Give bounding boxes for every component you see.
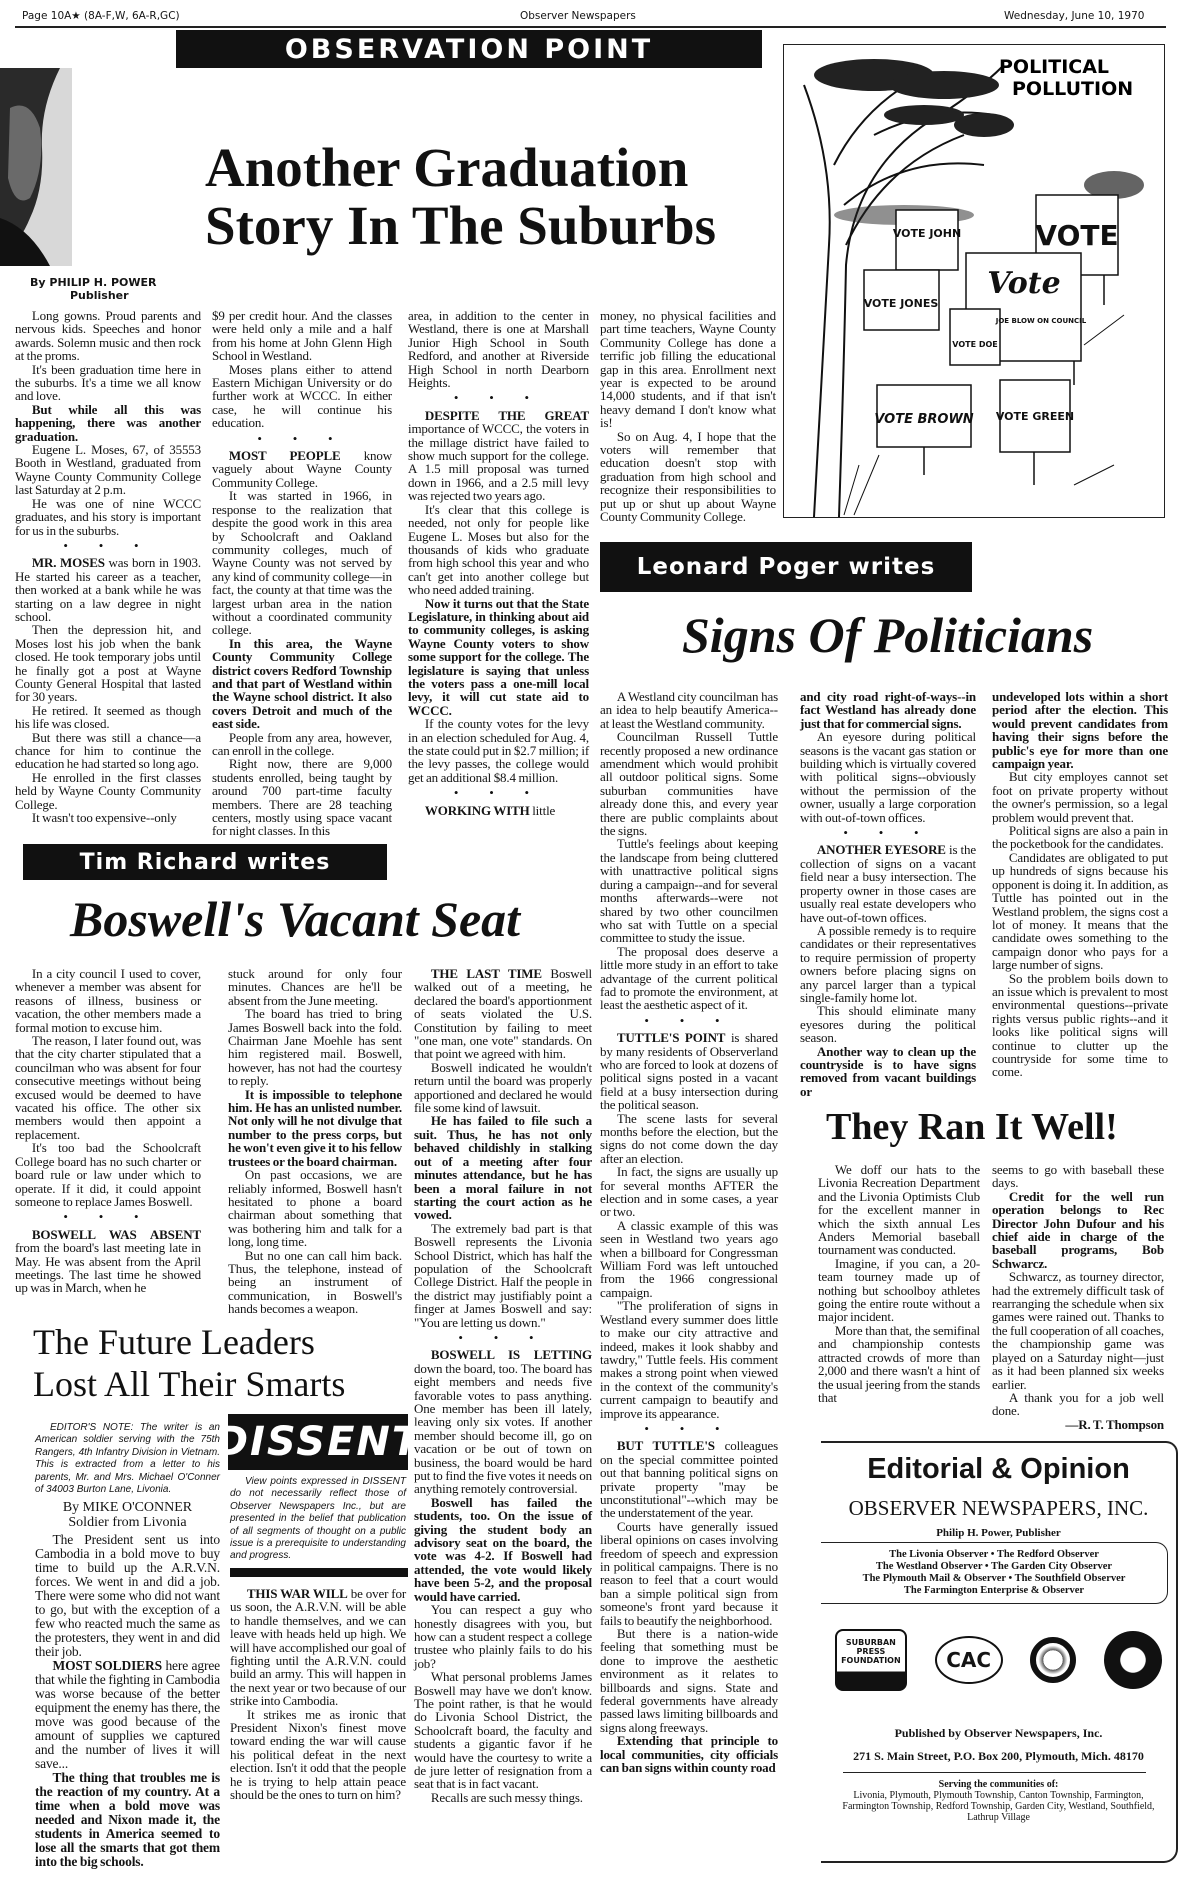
editorial-heading: Editorial & Opinion <box>867 1453 1130 1485</box>
paragraph-text: It wasn't too expensive--only <box>31 810 177 826</box>
paragraph-text: Tuttle's feelings about keeping the landscape from being cluttered with unattractive political signs during a campaign--and for several months afterwards--were not shared by two other councilmen who sat with Tuttle on a special committee to study the issue. <box>600 836 778 946</box>
sign-label: VOTE BROWN <box>874 412 974 427</box>
sign-label: JOE BLOW ON COUNCIL <box>995 317 1087 325</box>
section-divider <box>600 1422 778 1435</box>
paragraph-text: The President sent us into Cambodia in a bold move to buy time to build up the A.R.V.N. forces. We went in and did a job. There were some who did not want to go, but with the exception of a few who reacted much the same as the protesters, they went in and did their job. <box>35 1532 220 1659</box>
paragraph <box>15 309 201 363</box>
paragraph-text: down the board, too. The board has eight members and needs five favorable votes to pass anything. One member has been ill lately, leaving only six votes. If another member should become ill, go on vacation or be out of town on business, the board would be hard put to find the five votes it needs on anything remotely controversial. <box>414 1360 592 1497</box>
article-column <box>600 690 778 1775</box>
paragraph-text: The scene lasts for several months before the election, but the signs do not come down the day after an election. <box>600 1110 778 1166</box>
paragraph <box>228 1088 402 1168</box>
paragraph <box>600 1031 778 1111</box>
paragraph <box>408 597 589 718</box>
paragraph-text: He enrolled in the first classes held by Wayne County Community College. <box>15 769 201 812</box>
paragraph-text: In fact, the signs are usually up for several months AFTER the election and in some cases, a year or two. <box>600 1164 778 1220</box>
page-number: Page 10A★ (8A-F,W, 6A-R,GC) <box>22 10 180 22</box>
paragraph-text: If the county votes for the levy in an election scheduled for Aug. 4, the state could put in $2.7 million; if the levy passes, the college would get an additional $8.4 million. <box>408 716 589 785</box>
paragraph <box>212 449 392 489</box>
paragraph-text: • • • <box>453 785 544 801</box>
paragraph <box>414 1348 592 1495</box>
paragraph-text: undeveloped lots within a short period after the election. This would prevent candidates from having their signs before the public's eye for more than one campaign year. <box>992 689 1168 772</box>
national-newspaper-association-seal <box>1104 1631 1162 1689</box>
paragraph <box>228 967 402 1007</box>
paragraph-text: here agree that while the fighting in Cambodia was worse because of the better equipment the enemy has there, the move was good because of the amount of supplies we captured and the number of lives it will save... <box>35 1658 220 1771</box>
paragraph <box>414 1603 592 1670</box>
header-rule <box>15 26 1166 28</box>
paragraph-text: Long gowns. Proud parents and nervous kids. Speeches and honor awards. Solemn music and then rock at the proms. <box>15 308 201 364</box>
paragraph <box>800 730 976 824</box>
suburban-press-foundation-logo: SUBURBAN PRESS FOUNDATION <box>835 1629 907 1691</box>
lead-in: DESPITE THE GREAT <box>424 407 589 423</box>
paragraph-text: know vaguely about Wayne County Community College. <box>212 448 392 490</box>
paragraph-text: • • • <box>458 1329 548 1345</box>
paragraph-text: • • • <box>453 390 544 406</box>
lead-in: MOST SOLDIERS <box>52 1658 162 1673</box>
paragraph-text: Then the depression hit, and Moses lost his job when the bank closed. He took temporary jobs until he finally got a post at Wayne County General Hospital that lasted for 30 years. <box>15 622 201 705</box>
section-divider <box>15 539 201 552</box>
paragraph <box>992 770 1168 824</box>
paragraph <box>992 1270 1164 1391</box>
lead-in: MOST PEOPLE <box>228 448 341 464</box>
paragraph <box>992 1391 1164 1418</box>
paragraph <box>600 1219 778 1299</box>
paragraph <box>600 430 776 524</box>
paragraph-text: The extremely bad part is that Boswell represents the Livonia School District, which has half the population of the Schoolcraft College District. Half the people in the district may justifiably point a finger at James Boswell and say: "You are letting us down." <box>414 1220 592 1330</box>
paragraph-text: But city employes cannot set foot on private property without the owner's permission, so a legal problem would prevent that. <box>992 769 1168 825</box>
article-column <box>228 967 402 1316</box>
paragraph-text: He has failed to file such a suit. Thus, he has not only behaved childishly in stalking out of a meeting after four minutes attendance, but he has been a moral failure in not starting the court action as he vowed. <box>414 1113 592 1223</box>
paragraph <box>35 1771 220 1869</box>
paragraph <box>15 623 201 703</box>
paragraph <box>15 1228 201 1295</box>
paragraph <box>228 1168 402 1248</box>
paragraph-text: • • • <box>63 1209 153 1225</box>
paragraph-text: In this area, the Wayne County Community College district covers Redford Township and that part of Westland within the Wayne school district. It also covers Detroit and much of the east side. <box>212 635 392 732</box>
headline-signs-of-politicians: Signs Of Politicians <box>682 607 1094 663</box>
paragraph-text: It strikes me as ironic that President Nixon's finest move toward ending the war will cause his political defeat in the next election. Isn't it odd that the people he is trying to help attain peace should be the ones to turn on him? <box>230 1706 406 1803</box>
sign-label: VOTE GREEN <box>995 410 1075 423</box>
paragraph <box>228 1007 402 1087</box>
paragraph <box>800 924 976 1004</box>
paper-name: The Westland Observer • The Garden City Observer <box>875 1561 1113 1572</box>
paragraph <box>992 824 1168 851</box>
author-photo <box>0 68 72 266</box>
paper-name: The Farmington Enterprise & Observer <box>903 1585 1085 1596</box>
paragraph <box>212 757 392 837</box>
paragraph-text: Another way to clean up the countryside is to have signs removed from vacant buildings or <box>800 1043 976 1099</box>
paragraph-text: What personal problems James Boswell may have we don't know. The point rather, is that he would do Livonia School District, the Schoolcraft board, the faculty and students a gigantic favor if he would have the courtesy to write a de jure letter of resignation from a seat that is in fact vacant. <box>414 1669 592 1792</box>
paragraph <box>992 1163 1164 1190</box>
article-column <box>992 690 1168 1079</box>
paragraph-text: Political signs are also a pain in the pocketbook for the candidates. <box>992 823 1168 852</box>
article-column <box>15 309 201 824</box>
paragraph-text: area, in addition to the center in Westland, there is one at Marshall Junior High School in South Redford, and another at Riverside High School in north Dearborn Heights. <box>408 308 589 391</box>
paragraph-text: This should eliminate many eyesores during the political season. <box>800 1003 976 1046</box>
paragraph <box>408 309 589 389</box>
paragraph-text: be over for us soon, the A.R.V.N. will be able to handle themselves, and we can leave with heads held up high. We will have accomplished our goal of fighting until the A.R.V.N. could build an army. This will happen in the next year or two because of our strike into Cambodia. <box>230 1586 407 1709</box>
paragraph-text: A thank you for a job well done. <box>992 1389 1164 1419</box>
headline-they-ran-it-well: They Ran It Well! <box>826 1106 1118 1148</box>
paragraph <box>600 945 778 1012</box>
article-column <box>818 1163 980 1404</box>
cartoon-title-2: POLLUTION <box>1012 78 1134 100</box>
section-divider <box>600 1014 778 1027</box>
publisher-line: Philip H. Power, Publisher <box>936 1527 1061 1539</box>
paragraph-text: Credit for the well run operation belongs to Rec Director John Dufour and his chief aide in charge of the baseball programs, Bob Schwarcz. <box>992 1188 1164 1271</box>
paragraph <box>15 704 201 731</box>
paragraph-text: • • • <box>644 1420 734 1436</box>
paragraph <box>35 1659 220 1771</box>
paragraph <box>800 1045 976 1099</box>
paragraph <box>600 690 778 730</box>
paragraph-text: Courts have generally issued liberal opinions on cases involving freedom of speech and expression in political campaigns. There is no reason to feel that a court would ban a simple political sign from someone's front yard because it fails to beautify the neighborhood. <box>600 1518 778 1628</box>
paragraph-text: Moses plans either to attend Eastern Michigan University or do further work at WCCC. In either case, he will continue his education. <box>212 361 392 431</box>
paragraph-text: Councilman Russell Tuttle recently proposed a new ordinance amendment which would prohibit all outdoor political signs. Some suburban communities have already done this, and every year there are public complaints about the signs. <box>600 729 778 839</box>
communities-list: Livonia, Plymouth, Plymouth Township, Canton Township, Farmington, Farmington Township, Redford Township, Garden City, Westland, Southfield, Lathrup Village <box>842 1790 1155 1823</box>
cartoon-title-1: POLITICAL <box>999 56 1110 78</box>
paragraph-text: money, no physical facilities and part time teachers, Wayne County Community College has done a terrific job filling the educational gap in this area. Enrollment next year is expected to be around 14,000 students, and if that isn't heavy demand I don't know what is! <box>600 308 776 431</box>
paragraph <box>408 409 589 503</box>
paragraph-text: • • • <box>257 430 347 446</box>
article-column <box>15 967 201 1295</box>
paragraph <box>15 731 201 771</box>
lead-in: THIS WAR WILL <box>246 1586 348 1601</box>
signature <box>992 1418 1164 1431</box>
cac-logo: CAC <box>935 1636 1003 1684</box>
byline-title: Soldier from Livonia <box>68 1515 187 1530</box>
paragraph-text: Extending that principle to local communities, city officials can ban signs within county road <box>600 1733 778 1776</box>
headline-future-leaders-1: The Future Leaders <box>33 1322 315 1362</box>
press-association-seal <box>1030 1637 1076 1683</box>
paragraph-text: was born in 1903. He started his career as a teacher, then worked at a bank while he was starting on a law degree in night school. <box>15 555 201 624</box>
papers-list <box>821 1542 1168 1604</box>
paragraph-text: importance of WCCC, the voters in the millage district have failed to show much support for the college. A 1.5 mill proposal was turned down in 1966, and a 2.5 mill levy was rejected two years ago. <box>408 421 589 504</box>
paragraph <box>15 443 201 497</box>
paragraph-text: An eyesore during political seasons is the vacant gas station or building which is virtually covered with political signs--obviously without the permission of the owner, usually a large corporation with out-of-town offices. <box>800 729 976 825</box>
paragraph-text: A classic example of this was seen in Westland two years ago when a billboard for Congressman William Ford was left untouched from the 1966 congressional campaign. <box>600 1217 778 1300</box>
lead-in: WORKING WITH <box>424 802 530 818</box>
paragraph <box>408 804 589 817</box>
paragraph-text: It's clear that this college is needed, not only for people like Eugene L. Moses but also for the thousands of kids who graduate from high school this year and who can't get into another college but who need added training. <box>408 501 589 598</box>
paragraph-text: Now it turns out that the State Legislature, in thinking about aid to community colleges, is asking Wayne County voters to show some support for the college. The legislature is saying that unless the voters pass a one-mill local levy, it will cut state aid to WCCC. <box>408 595 589 718</box>
paragraph-text: But there was still a chance—a chance for him to continue the education he had started so long ago. <box>15 729 201 772</box>
paragraph <box>408 503 589 597</box>
paragraph <box>15 497 201 537</box>
article-column <box>408 309 589 817</box>
paragraph-text: The board has tried to bring James Boswell back into the fold. Chairman Jane Moehle has sent him registered mail. Boswell, however, has not had the courtesy to reply. <box>228 1006 402 1089</box>
paragraph <box>800 843 976 923</box>
lead-in: MR. MOSES <box>31 555 105 571</box>
dissent-disclaimer: View points expressed in DISSENT do not necessarily reflect those of Observer Newspapers Inc., but are presented in the belief that publication of all segments of thought on a public issue is a prerequisite to understanding and progress. <box>230 1476 406 1562</box>
paragraph-text: It is impossible to telephone him. He has an unlisted number. Not only will he not divulge that number to the press corps, but he won't even give it to his fellow trustees or the board chairman. <box>228 1086 402 1169</box>
paragraph-text: The reason, I later found out, was that the city charter stipulated that a councilman who was absent for four consecutive meetings without being excused would be deemed to have vacated his office. The other six members would then appoint a replacement. <box>15 1033 201 1142</box>
affiliation-logos <box>821 1610 1176 1710</box>
paragraph-text: Recalls are such messy things. <box>430 1789 583 1805</box>
sign-label: VOTE <box>1035 219 1119 252</box>
editors-note: EDITOR'S NOTE: The writer is an American soldier serving with the 75th Rangers, 4th Infantry Division in Vietnam. This is extracted from a letter to his parents, Mr. and Mrs. Michael O'Conner of 34003 Burton Lane, Livonia. <box>35 1422 220 1496</box>
observation-point-banner: OBSERVATION POINT <box>176 30 762 68</box>
paragraph-text: So the problem boils down to an issue which is prevalent to most environmental questions--private rights versus public rights--and it looks like political signs will continue to clutter up the countryside for some time to come. <box>992 970 1168 1080</box>
paragraph-text: • • • <box>63 537 153 553</box>
byline-author: By PHILIP H. POWER <box>30 276 157 289</box>
paragraph-text: The thing that troubles me is the reaction of my country. At a time when a bold move was needed and Nixon made it, the students in America seemed to lose all the smarts that got them into the big schools. <box>35 1770 220 1869</box>
paragraph <box>600 1165 778 1219</box>
article-column <box>600 309 776 524</box>
paragraph-text: Imagine, if you can, a 20-team tourney made up of nothing but schoolboy athletes going the entire route without a major incident. <box>818 1255 980 1325</box>
paragraph <box>600 837 778 944</box>
byline-author: By MIKE O'CONNER <box>62 1500 193 1515</box>
paragraph <box>230 1587 406 1708</box>
paragraph-text: A Westland city councilman has an idea to help beautify America--at least the Westland community. <box>600 689 778 731</box>
paragraph-text: Right now, there are 9,000 students enrolled, being taught by around 700 part-time faculty members. There are 28 teaching centers, mostly using space vacant for night classes. In this <box>212 756 392 839</box>
paragraph-text: We doff our hats to the Livonia Recreation Department and the Livonia Optimists Club for the excellent manner in which the sixth annual Les Anders Memorial baseball tournament was conducted. <box>818 1162 980 1258</box>
paragraph-text: is shared by many residents of Observerland who are forced to look at dozens of political signs posted in a vacant field at a busy intersection during the political season. <box>600 1030 778 1113</box>
paragraph <box>212 731 392 758</box>
paragraph-text: But no one can call him back. Thus, the telephone, instead of being an instrument of communication, in Boswell's hands becomes a weapon. <box>228 1247 402 1317</box>
lead-in: BOSWELL WAS ABSENT <box>31 1226 201 1242</box>
paragraph-text: It's too bad the Schoolcraft College board has no such charter or board rule or law under which to operate. If it did, it could appoint someone to replace James Boswell. <box>15 1140 201 1209</box>
lead-in: TUTTLE'S POINT <box>616 1030 726 1046</box>
paragraph-text: "The proliferation of signs in Westland every summer does little to make our city attractive and indeed, makes it look shabby and tawdry," Tuttle feels. His comment makes a strong point when viewed in the context of the community's current campaign to beautify and improve its appearance. <box>600 1298 778 1421</box>
editorial-masthead-box <box>821 1441 1178 1863</box>
paragraph <box>600 1520 778 1627</box>
sign-label: VOTE JOHN <box>892 227 962 240</box>
paragraph-text: Boswell walked out of a meeting, he declared the board's apportionment of seats violated the U.S. Constitution by failing to meet "one man, one vote" standards. On that point we agreed with him. <box>414 966 592 1062</box>
paragraph <box>800 690 976 730</box>
paragraph <box>992 690 1168 770</box>
paragraph-text: But there is a nation-wide feeling that something must be done to improve the aesthetic environment as it relates to billboards and signs. State and federal governments have already passed laws limiting billboards and signs along freeways. <box>600 1626 778 1735</box>
headline-line-2: Story In The Suburbs <box>205 195 717 256</box>
paragraph-text: is the collection of signs on a vacant field near a busy intersection. The property owner in those cases are usually real estate developers who have out-of-town offices. <box>800 842 976 925</box>
section-divider <box>212 432 392 445</box>
paragraph-text: seems to go with baseball these days. <box>992 1162 1164 1191</box>
paragraph-text: $9 per credit hour. And the classes were held only a mile and a half from his home at John Glenn High School in Westland. <box>212 308 392 364</box>
section-divider <box>15 1210 201 1223</box>
paragraph-text: On past occasions, we are reliably informed, Boswell hasn't hesitated to phone a board chairman about something that was bothering him and talk for a long, long time. <box>228 1167 402 1250</box>
paragraph-text: More than that, the semifinal and championship contests attracted crowds of more than 2,000 and there wasn't a hint of the usual jeering from the stands that <box>818 1322 980 1405</box>
masthead-name: Observer Newspapers <box>520 10 636 22</box>
issue-date: Wednesday, June 10, 1970 <box>1004 10 1145 22</box>
paragraph-text: In a city council I used to cover, whenever a member was absent for reasons of illness, business or vacation, the other members made a formal motion to excuse him. <box>15 966 201 1035</box>
sign-label: VOTE JONES <box>863 297 939 310</box>
paragraph <box>818 1324 980 1404</box>
paragraph-text: Eugene L. Moses, 67, of 35553 Booth in Westland, graduated from Wayne County Community College last Saturday at 2 p.m. <box>15 442 201 498</box>
paragraph-text: colleagues on the special committee pointed out that banning political signs on private property "may be unconstitutional"--which may be the understatement of the year. <box>600 1438 778 1521</box>
sign-label: VOTE DOE <box>952 340 998 349</box>
dissent-rule <box>230 1568 408 1577</box>
section-divider <box>414 1331 592 1344</box>
lead-in: THE LAST TIME <box>430 966 542 981</box>
paragraph-text: Schwarcz, as tourney director, had the extremely difficult task of rearranging the schedule when six games were rained out. Thanks to the full cooperation of all coaches, the championship game was played on a Saturday night—just as it had been planned six weeks earlier. <box>992 1269 1164 1392</box>
paragraph-text: The proposal does deserve a little more study in an effort to take advantage of the current political fad to promote the environment, at least the aesthetic aspect of it. <box>600 943 778 1013</box>
paragraph-text: —R. T. Thompson <box>1065 1416 1164 1432</box>
paragraph <box>15 1141 201 1208</box>
leonard-poger-banner: Leonard Poger writes <box>600 542 972 592</box>
section-divider <box>408 786 589 799</box>
paragraph-text: So on Aug. 4, I hope that the voters will remember that education doesn't stop with graduation from high school and recognize their responsibilities to put up or shut up about Wayne County Community College. <box>600 428 776 525</box>
paragraph <box>414 1061 592 1115</box>
article-column <box>992 1163 1164 1431</box>
paragraph <box>15 771 201 811</box>
paragraph <box>600 1627 778 1734</box>
paper-name: The Livonia Observer • The Redford Observer <box>889 1549 1099 1560</box>
lead-in: BOSWELL IS LETTING <box>430 1347 592 1363</box>
serving-label: Serving the communities of: <box>938 1779 1059 1790</box>
dissent-logo: DISSENT <box>228 1414 408 1470</box>
paper-name: The Plymouth Mail & Observer • The Southfield Observer <box>862 1573 1126 1584</box>
paragraph <box>15 403 201 443</box>
paragraph <box>600 1439 778 1519</box>
paragraph <box>600 1299 778 1420</box>
paragraph-text: You can respect a guy who honestly disagrees with you, but how can a student respect a college trustee who plainly fails to do his job? <box>414 1602 592 1671</box>
section-divider <box>800 826 976 839</box>
tim-richard-banner: Tim Richard writes <box>23 844 387 880</box>
lead-in: ANOTHER EYESORE <box>816 842 946 858</box>
byline <box>20 276 200 302</box>
paragraph-text: A possible remedy is to require candidates or their representatives to require permission of property owners before placing signs on any parcel larger than a typical single-family home lot. <box>800 922 976 1005</box>
paragraph <box>414 1222 592 1329</box>
paragraph <box>15 556 201 623</box>
publisher-address: 271 S. Main Street, P.O. Box 200, Plymouth, Mich. 48170 <box>853 1749 1144 1763</box>
sign-label: Vote <box>987 266 1061 301</box>
paragraph <box>600 730 778 837</box>
paragraph <box>992 851 1168 972</box>
article-column <box>230 1587 406 1802</box>
paragraph-text: stuck around for only four minutes. Chances are he'll be absent from the June meeting. <box>228 966 402 1008</box>
headline-line-1: Another Graduation <box>205 137 689 198</box>
article-column <box>212 309 392 838</box>
paragraph-text: It's been graduation time here in the suburbs. It's a time we all know and love. <box>15 361 201 404</box>
paragraph <box>414 967 592 1061</box>
paragraph <box>414 1791 592 1804</box>
paragraph <box>600 1734 778 1774</box>
published-by: Published by Observer Newspapers, Inc. <box>894 1726 1103 1740</box>
paragraph <box>15 811 201 824</box>
paragraph <box>600 309 776 430</box>
paragraph <box>414 1114 592 1221</box>
paragraph <box>992 972 1168 1079</box>
paragraph <box>992 1190 1164 1270</box>
section-divider <box>408 391 589 404</box>
paragraph <box>15 1034 201 1141</box>
paragraph <box>818 1163 980 1257</box>
paragraph <box>818 1257 980 1324</box>
paragraph-text: Boswell has failed the students, too. On the issue of giving the student body an advisory seat on the board, the vote was 4-2. If Boswell had attended, the vote would likely have been 5-2, and the proposal would have carried. <box>414 1494 592 1604</box>
political-cartoon <box>783 44 1165 518</box>
paragraph <box>600 1112 778 1166</box>
paragraph <box>408 717 589 784</box>
byline-title: Publisher <box>70 289 129 302</box>
paragraph <box>212 637 392 731</box>
paragraph <box>228 1249 402 1316</box>
article-column <box>35 1533 220 1869</box>
paragraph-text: It was started in 1966, in response to the realization that despite the good work in this area by Schoolcraft and Oakland community colleges, much of Wayne County was not served by any kind of community college—in fact, the county at that time was the largest urban area in the nation without a coordinated community college. <box>212 488 392 638</box>
paragraph <box>212 363 392 430</box>
paragraph-text: little <box>529 802 556 818</box>
paragraph <box>212 309 392 363</box>
lead-in: BUT TUTTLE'S <box>616 1438 715 1454</box>
paragraph <box>414 1496 592 1603</box>
paragraph <box>800 1004 976 1044</box>
paragraph <box>15 967 201 1034</box>
paragraph <box>212 489 392 636</box>
paragraph <box>230 1708 406 1802</box>
article-column <box>414 967 592 1804</box>
paragraph-text: Boswell indicated he wouldn't return until the board was properly apportioned and declared he would file some kind of lawsuit. <box>414 1059 592 1116</box>
paragraph-text: Candidates are obligated to put up hundreds of signs because his opponent is doing it. In addition, as Tuttle has pointed out in the Westland problem, the signs cost a lot of money. It means that the candidate owes something to the campaign donor who pays for a large number of signs. <box>992 849 1168 973</box>
paragraph <box>35 1533 220 1659</box>
paragraph <box>15 363 201 403</box>
paragraph <box>414 1670 592 1791</box>
paragraph-text: People from any area, however, can enroll in the college. <box>212 729 392 758</box>
company-name: OBSERVER NEWSPAPERS, INC. <box>848 1496 1149 1520</box>
paragraph-text: and city road right-of-ways--in fact Westland has already done just that for commercial signs. <box>800 689 976 731</box>
paragraph-text: He retired. It seemed as though his life was closed. <box>15 702 201 732</box>
paragraph-text: • • • <box>644 1012 734 1028</box>
article-column <box>800 690 976 1098</box>
headline-future-leaders-2: Lost All Their Smarts <box>33 1364 346 1404</box>
headline-boswells-vacant-seat: Boswell's Vacant Seat <box>70 891 521 947</box>
paragraph-text: from the board's last meeting late in May. He was absent from the April meetings. The last time he showed up was in March, when he <box>15 1240 201 1296</box>
paragraph-text: But while all this was happening, there was another graduation. <box>15 401 201 444</box>
paragraph-text: • • • <box>843 825 933 841</box>
paragraph-text: He was one of nine WCCC graduates, and his story is important for us in the suburbs. <box>15 495 201 538</box>
dissent-byline <box>35 1500 220 1530</box>
